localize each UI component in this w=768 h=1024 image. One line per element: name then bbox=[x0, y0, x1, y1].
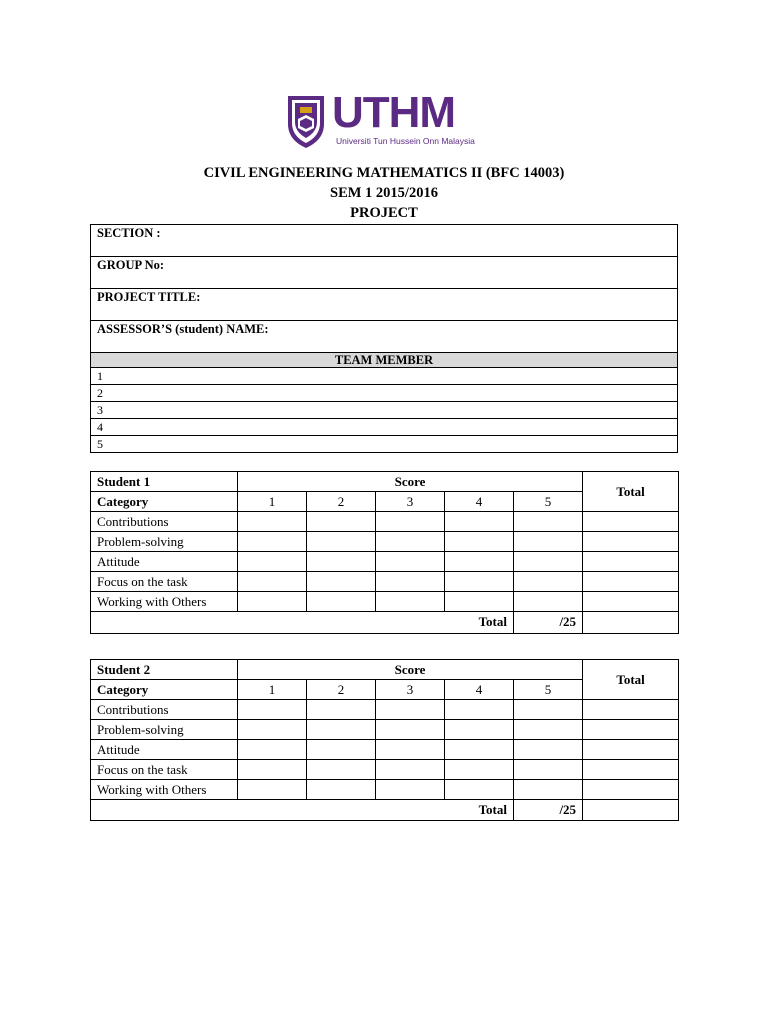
total-cell[interactable] bbox=[583, 720, 679, 740]
score-cell[interactable] bbox=[307, 532, 376, 552]
team-member-row: 1 bbox=[91, 368, 678, 385]
score-cell[interactable] bbox=[514, 760, 583, 780]
category-label: Working with Others bbox=[91, 592, 238, 612]
score-col-header: 5 bbox=[514, 492, 583, 512]
uthm-logo bbox=[286, 88, 482, 150]
score-cell[interactable] bbox=[445, 572, 514, 592]
score-cell[interactable] bbox=[238, 552, 307, 572]
score-cell[interactable] bbox=[238, 720, 307, 740]
score-cell[interactable] bbox=[445, 512, 514, 532]
score-cell[interactable] bbox=[307, 592, 376, 612]
info-table bbox=[90, 224, 678, 453]
score-cell[interactable] bbox=[376, 740, 445, 760]
semester-title: SEM 1 2015/2016 bbox=[330, 185, 438, 201]
score-cell[interactable] bbox=[307, 740, 376, 760]
score-cell[interactable] bbox=[238, 532, 307, 552]
score-cell[interactable] bbox=[445, 552, 514, 572]
category-header: Category bbox=[91, 492, 238, 512]
table-row bbox=[91, 572, 679, 592]
score-cell[interactable] bbox=[445, 592, 514, 612]
team-member-row: 2 bbox=[91, 385, 678, 402]
score-cell[interactable] bbox=[238, 512, 307, 532]
total-max: /25 bbox=[514, 612, 583, 634]
crest-icon bbox=[286, 94, 326, 150]
score-col-header: 4 bbox=[445, 492, 514, 512]
score-cell[interactable] bbox=[514, 592, 583, 612]
team-member-header: TEAM MEMBER bbox=[91, 353, 678, 368]
score-col-header: 3 bbox=[376, 680, 445, 700]
score-cell[interactable] bbox=[445, 780, 514, 800]
score-cell[interactable] bbox=[376, 592, 445, 612]
score-cell[interactable] bbox=[376, 780, 445, 800]
total-header: Total bbox=[583, 472, 679, 512]
score-cell[interactable] bbox=[514, 720, 583, 740]
total-cell[interactable] bbox=[583, 592, 679, 612]
category-label: Problem-solving bbox=[91, 720, 238, 740]
score-col-header: 3 bbox=[376, 492, 445, 512]
total-header: Total bbox=[583, 660, 679, 700]
table-row bbox=[91, 760, 679, 780]
total-cell[interactable] bbox=[583, 552, 679, 572]
score-cell[interactable] bbox=[445, 700, 514, 720]
total-cell[interactable] bbox=[583, 780, 679, 800]
score-cell[interactable] bbox=[376, 720, 445, 740]
team-member-row: 3 bbox=[91, 402, 678, 419]
score-col-header: 1 bbox=[238, 680, 307, 700]
score-cell[interactable] bbox=[238, 592, 307, 612]
score-col-header: 2 bbox=[307, 680, 376, 700]
team-member-row: 5 bbox=[91, 436, 678, 453]
category-label: Focus on the task bbox=[91, 572, 238, 592]
score-cell[interactable] bbox=[238, 572, 307, 592]
total-cell[interactable] bbox=[583, 572, 679, 592]
score-cell[interactable] bbox=[307, 780, 376, 800]
score-header: Score bbox=[238, 660, 583, 680]
total-cell[interactable] bbox=[583, 532, 679, 552]
score-cell[interactable] bbox=[376, 552, 445, 572]
course-title: CIVIL ENGINEERING MATHEMATICS II (BFC 14003) bbox=[203, 165, 565, 181]
score-cell[interactable] bbox=[238, 760, 307, 780]
score-col-header: 4 bbox=[445, 680, 514, 700]
table-row bbox=[91, 700, 679, 720]
score-cell[interactable] bbox=[238, 780, 307, 800]
score-cell[interactable] bbox=[445, 740, 514, 760]
score-cell[interactable] bbox=[307, 572, 376, 592]
section-field: SECTION : bbox=[91, 225, 678, 257]
category-label: Attitude bbox=[91, 552, 238, 572]
logo-wordmark: UTHM bbox=[332, 88, 456, 137]
category-label: Working with Others bbox=[91, 780, 238, 800]
category-header: Category bbox=[91, 680, 238, 700]
table-row bbox=[91, 592, 679, 612]
table-row bbox=[91, 740, 679, 760]
category-label: Problem-solving bbox=[91, 532, 238, 552]
score-cell[interactable] bbox=[514, 572, 583, 592]
category-label: Focus on the task bbox=[91, 760, 238, 780]
grand-total-cell[interactable] bbox=[583, 800, 679, 821]
score-cell[interactable] bbox=[376, 760, 445, 780]
score-col-header: 1 bbox=[238, 492, 307, 512]
category-label: Contributions bbox=[91, 512, 238, 532]
score-cell[interactable] bbox=[514, 780, 583, 800]
score-cell[interactable] bbox=[445, 760, 514, 780]
score-cell[interactable] bbox=[376, 572, 445, 592]
table-row bbox=[91, 532, 679, 552]
total-cell[interactable] bbox=[583, 512, 679, 532]
score-cell[interactable] bbox=[514, 700, 583, 720]
table-row bbox=[91, 552, 679, 572]
student1-score-table bbox=[90, 471, 679, 634]
score-cell[interactable] bbox=[445, 720, 514, 740]
score-cell[interactable] bbox=[514, 532, 583, 552]
student2-score-table bbox=[90, 659, 679, 821]
table-row bbox=[91, 780, 679, 800]
student-label: Student 1 bbox=[91, 472, 238, 492]
total-max: /25 bbox=[514, 800, 583, 821]
score-cell[interactable] bbox=[514, 740, 583, 760]
table-row bbox=[91, 512, 679, 532]
assessor-field: ASSESSOR’S (student) NAME: bbox=[91, 321, 678, 353]
score-cell[interactable] bbox=[376, 700, 445, 720]
score-header: Score bbox=[238, 472, 583, 492]
score-cell[interactable] bbox=[514, 552, 583, 572]
document-header bbox=[0, 163, 768, 223]
category-label: Attitude bbox=[91, 740, 238, 760]
team-member-row: 4 bbox=[91, 419, 678, 436]
total-cell[interactable] bbox=[583, 760, 679, 780]
score-col-header: 5 bbox=[514, 680, 583, 700]
total-cell[interactable] bbox=[583, 740, 679, 760]
score-col-header: 2 bbox=[307, 492, 376, 512]
grand-total-cell[interactable] bbox=[583, 612, 679, 634]
score-cell[interactable] bbox=[307, 760, 376, 780]
score-cell[interactable] bbox=[238, 700, 307, 720]
total-label: Total bbox=[91, 800, 514, 821]
document-type: PROJECT bbox=[350, 205, 418, 221]
student-label: Student 2 bbox=[91, 660, 238, 680]
score-cell[interactable] bbox=[307, 512, 376, 532]
score-cell[interactable] bbox=[376, 512, 445, 532]
score-cell[interactable] bbox=[376, 532, 445, 552]
total-label: Total bbox=[91, 612, 514, 634]
score-cell[interactable] bbox=[445, 532, 514, 552]
total-cell[interactable] bbox=[583, 700, 679, 720]
logo-subtitle: Universiti Tun Hussein Onn Malaysia bbox=[336, 136, 475, 146]
score-cell[interactable] bbox=[307, 720, 376, 740]
score-cell[interactable] bbox=[307, 552, 376, 572]
score-cell[interactable] bbox=[307, 700, 376, 720]
category-label: Contributions bbox=[91, 700, 238, 720]
score-cell[interactable] bbox=[238, 740, 307, 760]
project-title-field: PROJECT TITLE: bbox=[91, 289, 678, 321]
group-field: GROUP No: bbox=[91, 257, 678, 289]
score-cell[interactable] bbox=[514, 512, 583, 532]
table-row bbox=[91, 720, 679, 740]
